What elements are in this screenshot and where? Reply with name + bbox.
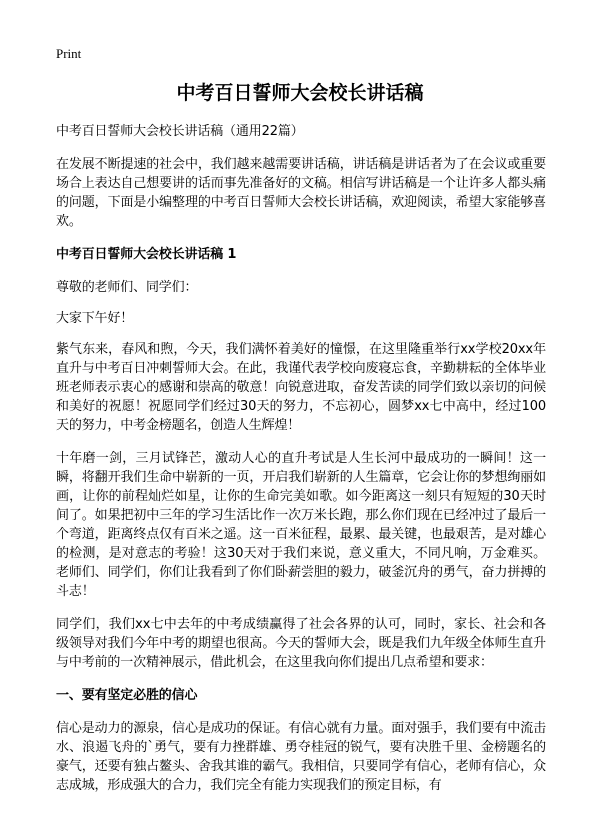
greeting-paragraph: 尊敬的老师们、同学们： bbox=[56, 280, 198, 295]
print-link[interactable]: Print bbox=[56, 46, 82, 61]
body-paragraph-1: 紫气东来，春风和煦，今天，我们满怀着美好的憧憬，在这里隆重举行xx学校20xx年直升与中考百日冲刺誓师大会。在此，我谨代表学校向废寝忘食，辛勤耕耘的全体毕业班老师表示衷心的感谢和崇高的敬意！向锐意进取，奋发苦读的同学们致以亲切的问候和美好的祝愿！祝愿同学们经过30天的努力，不忘初心，圆梦xx七中高中，经过100天的努力，中考金榜题名，创造人生辉煌！ bbox=[56, 342, 546, 433]
body-paragraph-2: 十年磨一剑，三月试锋芒，激动人心的直升考试是人生长河中最成功的一瞬间！这一瞬，将翻开我们生命中崭新的一页，开启我们崭新的人生篇章，它会让你的梦想绚丽如画，让你的前程灿烂如星，让你的生命完美如歌。如今距离这一刻只有短短的30天时间了。如果把初中三年的学习生活比作一次万米长跑，那么你们现在已经冲过了最后一个弯道，距离终点仅有百米之遥。这一百米征程，最累、最关键，也最艰苦，是对雄心的检测，是对意志的考验！这30天对于我们来说，意义重大，不同凡响，万金难买。老师们、同学们，你们让我看到了你们卧薪尝胆的毅力，破釜沉舟的勇气，奋力拼搏的斗志！ bbox=[56, 451, 546, 599]
article-body bbox=[56, 122, 546, 809]
page-title: 中考百日誓师大会校长讲话稿 bbox=[176, 82, 424, 104]
article-subtitle: 中考百日誓师大会校长讲话稿（通用22篇） bbox=[56, 124, 304, 139]
greeting-paragraph-2: 大家下午好！ bbox=[56, 311, 134, 326]
body-paragraph-3: 同学们，我们xx七中去年的中考成绩赢得了社会各界的认可，同时，家长、社会和各级领导对我们今年中考的期望也很高。今天的誓师大会，既是我们九年级全体师生直升与中考前的一次精神展示，借此机会，在这里我向你们提出几点希望和要求： bbox=[56, 617, 546, 670]
section-heading-1: 中考百日誓师大会校长讲话稿 1 bbox=[56, 247, 237, 262]
section-heading-2: 一、要有坚定必胜的信心 bbox=[56, 688, 198, 703]
intro-paragraph: 在发展不断提速的社会中，我们越来越需要讲话稿，讲话稿是讲话者为了在会议或重要场合上表达自己想要讲的话而事先准备好的文稿。相信写讲话稿是一个让许多人都头痛的问题，下面是小编整理的中考百日誓师大会校长讲话稿，欢迎阅读，希望大家能够喜欢。 bbox=[56, 157, 546, 229]
body-paragraph-4: 信心是动力的源泉，信心是成功的保证。有信心就有力量。面对强手，我们要有中流击水、浪遏飞舟的`勇气，要有力挫群雄、勇夺桂冠的锐气，要有决胜千里、金榜题名的豪气，还要有独占鳌头、舍我其谁的霸气。我相信，只要同学有信心，老师有信心，众志成城，形成强大的合力，我们完全有能力实现我们的预定目标，有 bbox=[56, 721, 546, 793]
